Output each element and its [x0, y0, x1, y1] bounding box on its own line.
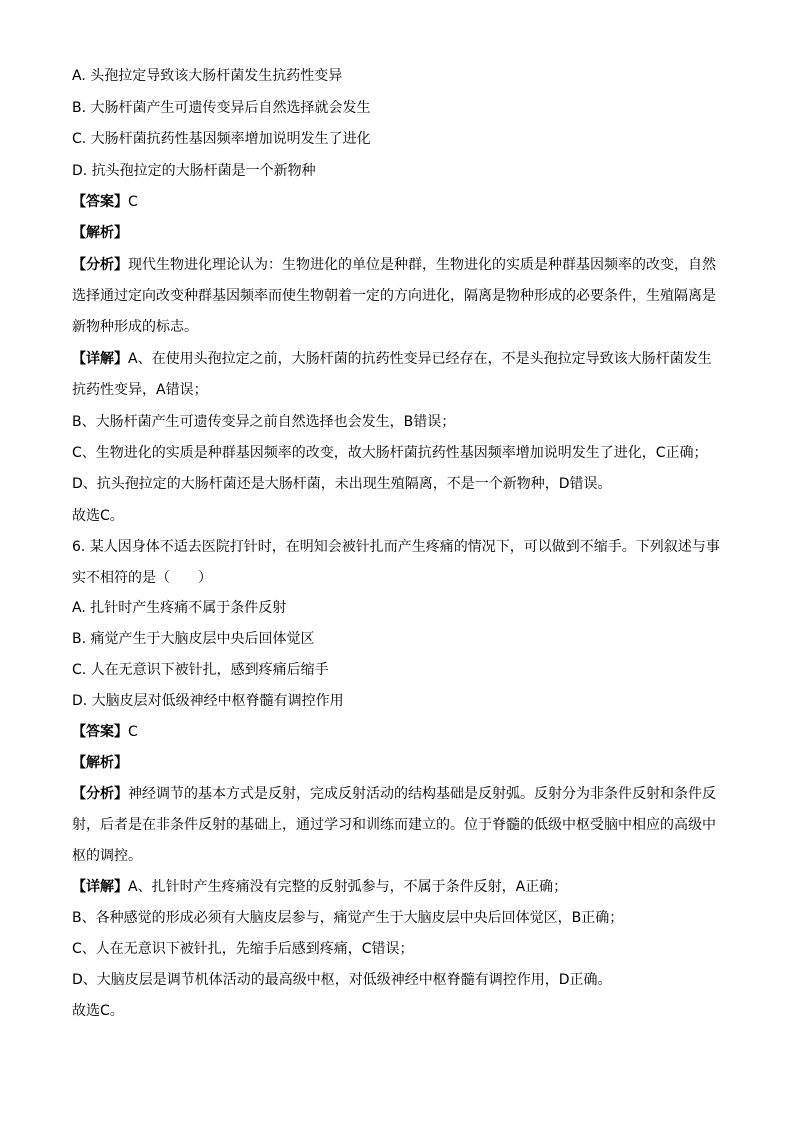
q6-option-c: C. 人在无意识下被针扎，感到疼痛后缩手 [72, 662, 329, 678]
q6-stem-line-1: 6. 某人因身体不适去医院打针时，在明知会被针扎而产生疼痛的情况下，可以做到不缩手。下列叙述与事 [72, 539, 720, 555]
q5-jiexi-heading [72, 223, 722, 243]
q6-xiangjie-line-2: B、各种感觉的形成必须有大脑皮层参与，痛觉产生于大脑皮层中央后回体觉区，B正确； [72, 910, 624, 926]
q6-fenxi-line-3: 枢的调控。 [72, 848, 142, 864]
q5-xiangjie-line-5: D、抗头孢拉定的大肠杆菌还是大肠杆菌，未出现生殖隔离，不是一个新物种，D错误。 [72, 476, 612, 492]
q5-answer [72, 192, 722, 212]
answer-label: 【答案】 [72, 194, 128, 210]
q5-option-a: A. 头孢拉定导致该大肠杆菌发生抗药性变异 [72, 68, 343, 84]
q6-xiangjie-line-3: C、人在无意识下被针扎，先缩手后感到疼痛，C错误； [72, 941, 414, 957]
q5-fenxi-line-1 [72, 255, 722, 275]
fenxi-text: 神经调节的基本方式是反射，完成反射活动的结构基础是反射弧。反射分为非条件反射和条件反 [128, 786, 716, 802]
q6-answer [72, 722, 722, 742]
fenxi-text: 现代生物进化理论认为：生物进化的单位是种群，生物进化的实质是种群基因频率的改变，自然 [128, 257, 716, 273]
fenxi-label: 【分析】 [72, 257, 128, 273]
analysis-label: 【解析】 [72, 755, 128, 771]
q6-option-b: B. 痛觉产生于大脑皮层中央后回体觉区 [72, 631, 315, 647]
xiangjie-text: A、在使用头孢拉定之前，大肠杆菌的抗药性变异已经存在，不是头孢拉定导致该大肠杆菌发生 [128, 351, 712, 367]
answer-label: 【答案】 [72, 724, 128, 740]
q5-option-c: C. 大肠杆菌抗药性基因频率增加说明发生了进化 [72, 131, 371, 147]
q6-fenxi-line-2: 射，后者是在非条件反射的基础上，通过学习和训练而建立的。位于脊髓的低级中枢受脑中相应的高级中 [72, 817, 716, 833]
q6-xiangjie-line-1 [72, 877, 722, 897]
q6-fenxi-line-1 [72, 784, 722, 804]
analysis-label: 【解析】 [72, 225, 128, 241]
answer-value: C [128, 194, 138, 210]
q5-xiangjie-line-4: C、生物进化的实质是种群基因频率的改变，故大肠杆菌抗药性基因频率增加说明发生了进化，C正确； [72, 445, 708, 461]
xiangjie-label: 【详解】 [72, 351, 128, 367]
q6-option-a: A. 扎针时产生疼痛不属于条件反射 [72, 600, 287, 616]
q6-option-d: D. 大脑皮层对低级神经中枢脊髓有调控作用 [72, 693, 344, 709]
answer-value: C [128, 724, 138, 740]
q5-xiangjie-line-3: B、大肠杆菌产生可遗传变异之前自然选择也会发生，B错误； [72, 414, 456, 430]
q5-fenxi-line-2: 选择通过定向改变种群基因频率而使生物朝着一定的方向进化，隔离是物种形成的必要条件，生殖隔离是 [72, 288, 716, 304]
q5-option-d: D. 抗头孢拉定的大肠杆菌是一个新物种 [72, 163, 316, 179]
q5-option-b: B. 大肠杆菌产生可遗传变异后自然选择就会发生 [72, 100, 371, 116]
xiangjie-text: A、扎针时产生疼痛没有完整的反射弧参与，不属于条件反射，A正确； [128, 879, 568, 895]
q6-jiexi-heading [72, 753, 722, 773]
q5-fenxi-line-3: 新物种形成的标志。 [72, 319, 198, 335]
q5-xiangjie-line-2: 抗药性变异，A错误； [72, 382, 208, 398]
fenxi-label: 【分析】 [72, 786, 128, 802]
q5-conclusion: 故选C。 [72, 508, 124, 524]
q6-stem-line-2: 实不相符的是（ ） [72, 570, 212, 586]
xiangjie-label: 【详解】 [72, 879, 128, 895]
q6-xiangjie-line-4: D、大脑皮层是调节机体活动的最高级中枢，对低级神经中枢脊髓有调控作用，D正确。 [72, 972, 612, 988]
q5-xiangjie-line-1 [72, 349, 722, 369]
q6-conclusion: 故选C。 [72, 1003, 124, 1019]
